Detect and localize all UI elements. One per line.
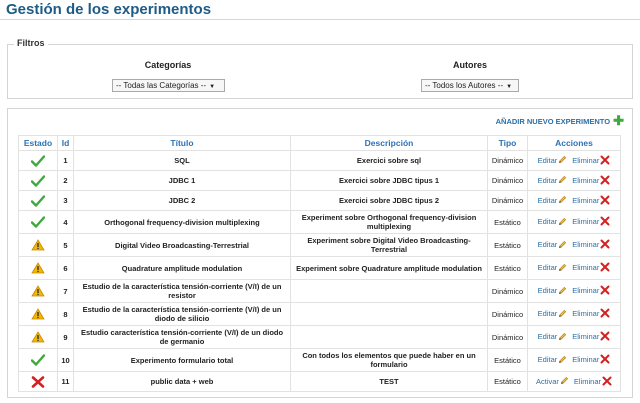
actions-cell — [528, 151, 621, 171]
status-cell — [19, 151, 58, 171]
status-cell — [19, 349, 58, 372]
table-row — [19, 234, 621, 257]
id-cell: 4 — [58, 211, 74, 234]
check-icon — [31, 216, 45, 228]
categories-select-value: -- Todas las Categorías -- — [116, 81, 207, 90]
actions-cell — [528, 372, 621, 392]
status-cell — [19, 326, 58, 349]
pencil-icon[interactable] — [558, 286, 567, 295]
delete-x-icon[interactable] — [600, 354, 610, 364]
table-row — [19, 280, 621, 303]
header-tipo: Tipo — [488, 136, 528, 151]
title-cell: Estudio de la característica tensión-corriente (V/I) de un resistor — [74, 280, 291, 303]
status-cell — [19, 303, 58, 326]
id-cell: 11 — [58, 372, 74, 392]
type-cell: Dinámico — [488, 171, 528, 191]
authors-label: Autores — [452, 60, 487, 70]
add-experiment-link[interactable] — [495, 113, 624, 128]
edit-link[interactable]: Editar — [537, 216, 558, 226]
actions-cell — [528, 326, 621, 349]
pencil-icon[interactable] — [560, 376, 569, 385]
delete-x-icon[interactable] — [600, 155, 610, 165]
description-cell: TEST — [291, 372, 488, 392]
id-cell: 1 — [58, 151, 74, 171]
check-icon — [31, 354, 45, 366]
edit-link[interactable]: Editar — [537, 354, 558, 364]
title-cell: Experimento formulario total — [74, 349, 291, 372]
header-estado: Estado — [19, 136, 58, 151]
pencil-icon[interactable] — [558, 240, 567, 249]
header-descripcion: Descripción — [291, 136, 488, 151]
check-icon — [31, 195, 45, 207]
error-x-icon — [31, 376, 45, 388]
id-cell: 7 — [58, 280, 74, 303]
id-cell: 9 — [58, 326, 74, 349]
delete-link[interactable]: Eliminar — [572, 354, 600, 364]
pencil-icon[interactable] — [558, 355, 567, 364]
table-row — [19, 303, 621, 326]
filters-legend: Filtros — [14, 38, 48, 48]
type-cell: Dinámico — [488, 151, 528, 171]
description-cell — [291, 280, 488, 303]
description-cell — [291, 326, 488, 349]
table-row — [19, 211, 621, 234]
title-cell: public data + web — [74, 372, 291, 392]
header-acciones: Acciones — [528, 136, 621, 151]
status-cell — [19, 171, 58, 191]
id-cell: 2 — [58, 171, 74, 191]
status-cell — [19, 372, 58, 392]
check-icon — [31, 175, 45, 187]
description-cell: Experiment sobre Quadrature amplitude modulation — [291, 257, 488, 280]
chevron-down-icon: ▼ — [506, 84, 513, 90]
edit-link[interactable]: Editar — [537, 175, 558, 185]
warning-icon — [31, 262, 45, 274]
description-cell: Experiment sobre Digital Video Broadcasting-Terrestrial — [291, 234, 488, 257]
actions-cell — [528, 280, 621, 303]
actions-cell — [528, 211, 621, 234]
check-icon — [31, 155, 45, 167]
table-header-row — [19, 136, 621, 151]
pencil-icon[interactable] — [558, 309, 567, 318]
title-cell: Estudio de la característica tensión-corriente (V/I) de un diodo de silicio — [74, 303, 291, 326]
delete-x-icon[interactable] — [602, 376, 612, 386]
title-cell: JDBC 2 — [74, 191, 291, 211]
page-title: Gestión de los experimentos — [6, 1, 212, 18]
pencil-icon[interactable] — [558, 217, 567, 226]
delete-link[interactable]: Eliminar — [572, 155, 600, 165]
table-row — [19, 191, 621, 211]
delete-x-icon[interactable] — [600, 175, 610, 185]
table-row — [19, 151, 621, 171]
delete-x-icon[interactable] — [600, 331, 610, 341]
title-cell: Orthogonal frequency-division multiplexing — [74, 211, 291, 234]
id-cell: 5 — [58, 234, 74, 257]
type-cell: Estático — [488, 211, 528, 234]
add-experiment-label: AÑADIR NUEVO EXPERIMENTO — [495, 116, 611, 126]
edit-link[interactable]: Editar — [537, 331, 558, 341]
edit-link[interactable]: Editar — [537, 195, 558, 205]
header-titulo: Título — [74, 136, 291, 151]
delete-x-icon[interactable] — [600, 285, 610, 295]
delete-x-icon[interactable] — [600, 195, 610, 205]
warning-icon — [31, 331, 45, 343]
delete-link[interactable]: Eliminar — [572, 239, 600, 249]
edit-link[interactable]: Editar — [537, 239, 558, 249]
description-cell — [291, 303, 488, 326]
title-cell: SQL — [74, 151, 291, 171]
edit-link[interactable]: Editar — [537, 308, 558, 318]
delete-link[interactable]: Eliminar — [572, 216, 600, 226]
delete-link[interactable]: Eliminar — [572, 308, 600, 318]
status-cell — [19, 257, 58, 280]
type-cell: Estático — [488, 234, 528, 257]
status-cell — [19, 234, 58, 257]
title-divider — [0, 19, 640, 20]
pencil-icon[interactable] — [558, 195, 567, 204]
authors-select-value: -- Todos los Autores -- — [425, 81, 504, 90]
filters-panel — [7, 44, 633, 99]
id-cell: 8 — [58, 303, 74, 326]
description-cell: Exercici sobre sql — [291, 151, 488, 171]
authors-select[interactable] — [421, 79, 519, 92]
type-cell: Dinámico — [488, 303, 528, 326]
description-cell: Exercici sobre JDBC tipus 1 — [291, 171, 488, 191]
delete-link[interactable]: Eliminar — [572, 285, 600, 295]
table-row — [19, 171, 621, 191]
pencil-icon[interactable] — [558, 155, 567, 164]
title-cell: JDBC 1 — [74, 171, 291, 191]
title-cell: Estudio característica tensión-corriente (V/I) de un diodo de germanio — [74, 326, 291, 349]
status-cell — [19, 191, 58, 211]
description-cell: Con todos los elementos que puede haber en un formulario — [291, 349, 488, 372]
delete-link[interactable]: Eliminar — [573, 376, 601, 386]
table-row — [19, 326, 621, 349]
activate-link[interactable]: Activar — [535, 376, 559, 386]
delete-x-icon[interactable] — [600, 262, 610, 272]
table-row — [19, 372, 621, 392]
pencil-icon[interactable] — [558, 175, 567, 184]
delete-link[interactable]: Eliminar — [572, 195, 600, 205]
title-cell: Quadrature amplitude modulation — [74, 257, 291, 280]
delete-link[interactable]: Eliminar — [572, 262, 600, 272]
delete-link[interactable]: Eliminar — [572, 175, 600, 185]
type-cell: Dinámico — [488, 326, 528, 349]
id-cell: 6 — [58, 257, 74, 280]
id-cell: 3 — [58, 191, 74, 211]
categories-select[interactable] — [112, 79, 225, 92]
delete-link[interactable]: Eliminar — [572, 331, 600, 341]
plus-icon: ✚ — [613, 113, 624, 128]
status-cell — [19, 280, 58, 303]
edit-link[interactable]: Editar — [537, 285, 558, 295]
experiments-table — [18, 135, 621, 392]
delete-x-icon[interactable] — [600, 216, 610, 226]
warning-icon — [31, 239, 45, 251]
type-cell: Estático — [488, 349, 528, 372]
edit-link[interactable]: Editar — [537, 262, 558, 272]
type-cell: Dinámico — [488, 191, 528, 211]
actions-cell — [528, 349, 621, 372]
delete-x-icon[interactable] — [600, 308, 610, 318]
warning-icon — [31, 308, 45, 320]
pencil-icon[interactable] — [558, 332, 567, 341]
description-cell: Exercici sobre JDBC tipus 2 — [291, 191, 488, 211]
actions-cell — [528, 191, 621, 211]
table-row — [19, 257, 621, 280]
warning-icon — [31, 285, 45, 297]
header-id: Id — [58, 136, 74, 151]
table-row — [19, 349, 621, 372]
chevron-down-icon: ▼ — [209, 84, 216, 90]
type-cell: Estático — [488, 257, 528, 280]
status-cell — [19, 211, 58, 234]
id-cell: 10 — [58, 349, 74, 372]
categories-label: Categorías — [144, 60, 192, 70]
actions-cell — [528, 303, 621, 326]
type-cell: Estático — [488, 372, 528, 392]
pencil-icon[interactable] — [558, 263, 567, 272]
delete-x-icon[interactable] — [600, 239, 610, 249]
description-cell: Experiment sobre Orthogonal frequency-division multiplexing — [291, 211, 488, 234]
type-cell: Dinámico — [488, 280, 528, 303]
title-cell: Digital Video Broadcasting-Terrestrial — [74, 234, 291, 257]
actions-cell — [528, 257, 621, 280]
edit-link[interactable]: Editar — [537, 155, 558, 165]
actions-cell — [528, 234, 621, 257]
actions-cell — [528, 171, 621, 191]
